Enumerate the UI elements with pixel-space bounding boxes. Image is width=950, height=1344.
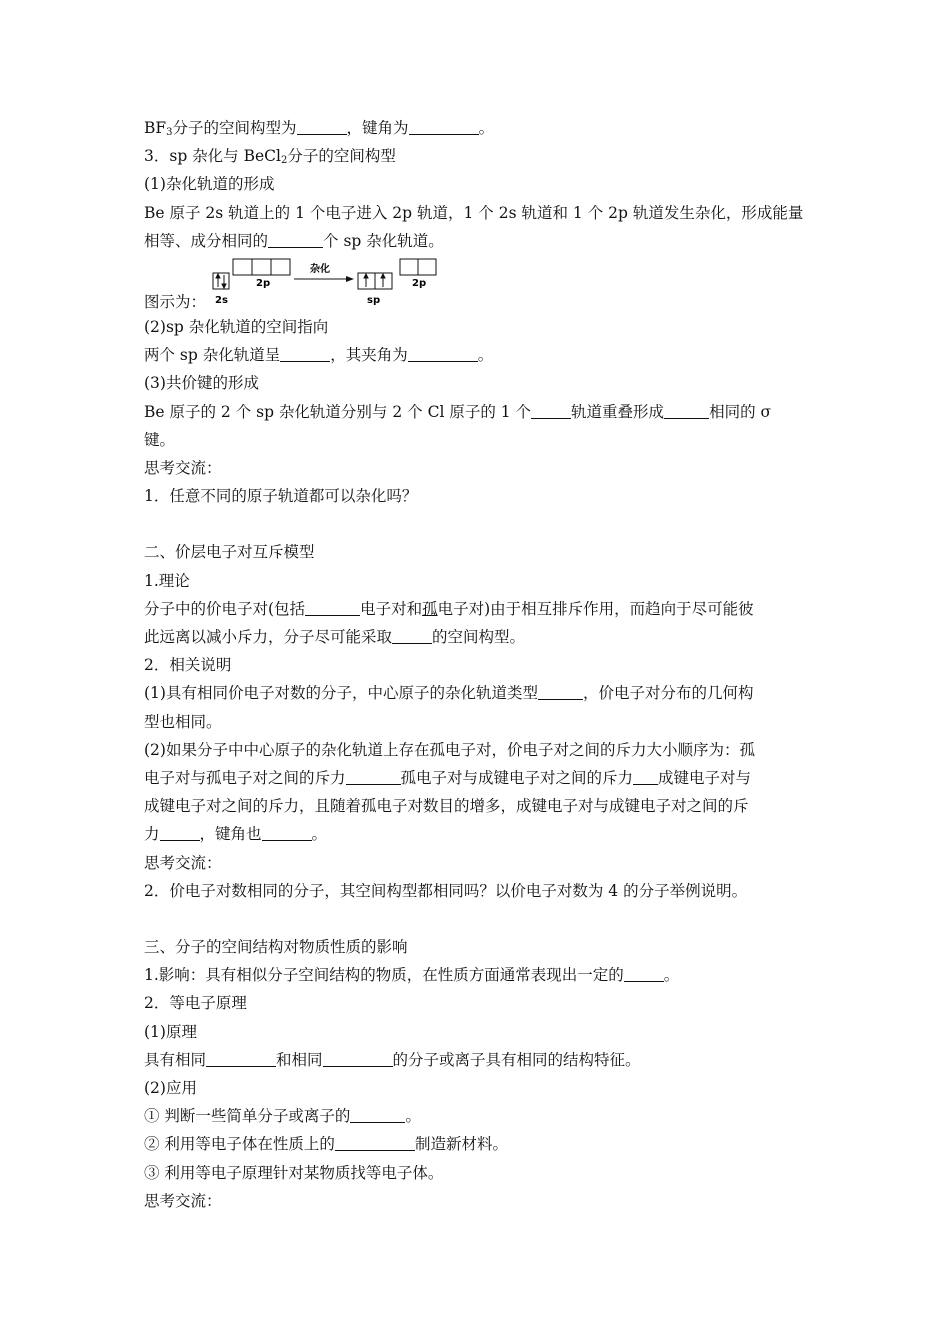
text-line: 力 ，键角也 。 [144,825,328,844]
fill-blank[interactable] [335,1134,415,1151]
text-line: 两个 sp 杂化轨道呈 ，其夹角为 。 [144,346,494,365]
text-line: Be 原子 2s 轨道上的 1 个电子进入 2p 轨道，1 个 2s 轨道和 1 个 2p 轨道发生杂化，形成能量 [144,203,804,222]
fill-blank[interactable] [280,345,330,362]
text-line: 电子对与孤电子对之间的斥力 孤电子对与成键电子对之间的斥力 成键电子对与 [144,768,752,787]
discussion-label: 思考交流： [144,458,222,477]
section-heading: 3．sp 杂化与 BeCl$_2$分子的空间构型 [144,147,396,167]
sp-hybridization-diagram [212,255,452,313]
fill-blank[interactable] [305,599,360,616]
text-line: 成键电子对之间的斥力，且随着孤电子对数目的增多，成键电子对与成键电子对之间的斥 [144,797,749,816]
subsection-heading: (2)sp 杂化轨道的空间指向 [144,317,329,336]
text-line: 分子中的价电子对(包括 电子对和孤电子对)由于相互排斥作用，而趋向于尽可能彼 [144,599,754,618]
arrow-label: 杂化 [310,263,330,275]
text-line: 相等、成分相同的 个 sp 杂化轨道。 [144,231,444,250]
text-line: ② 利用等电子体在性质上的 制造新材料。 [144,1135,508,1154]
discussion-label: 思考交流： [144,853,222,872]
text-line: $BF_3$分子的空间构型为 ，键角为 。 [144,119,495,138]
orbital-box-2p [271,259,290,275]
label-2s: 2s [215,294,228,306]
orbital-box-2p [400,259,418,275]
fill-blank[interactable] [350,1106,405,1123]
section-heading: 二、价层电子对互斥模型 [144,543,315,562]
text-line: 此远离以减小斥力，分子尽可能采取 的空间构型。 [144,628,526,646]
subsection-heading: (3)共价键的形成 [144,374,259,393]
label-2p-right: 2p [412,277,427,289]
orbital-box-2p [252,259,271,275]
fill-blank[interactable] [297,118,347,135]
subsection-heading: (1)杂化轨道的形成 [144,175,275,194]
fill-blank[interactable] [531,402,571,419]
fill-blank[interactable] [262,824,312,841]
fill-blank[interactable] [664,402,709,419]
fill-blank[interactable] [206,1050,276,1067]
text-line: ③ 利用等电子原理针对某物质找等电子体。 [144,1163,444,1182]
subsection-heading: 2．相关说明 [144,656,232,675]
document-page [144,114,814,1215]
text-line: 具有相同 和相同 的分子或离子具有相同的结构特征。 [144,1050,641,1069]
fill-blank[interactable] [409,118,479,135]
text-line: (2)如果分子中中心原子的杂化轨道上存在孤电子对，价电子对之间的斥力大小顺序为：孤 [144,740,755,759]
fill-blank[interactable] [346,768,401,785]
discussion-label: 思考交流： [144,1191,222,1210]
diagram-caption: 图示为： [144,292,207,311]
subsection-heading: 2．等电子原理 [144,994,247,1013]
fill-blank[interactable] [268,231,323,248]
text-line: 1.影响：具有相似分子空间结构的物质，在性质方面通常表现出一定的 。 [144,966,680,985]
subsection-heading: (1)原理 [144,1022,197,1041]
orbital-box-2s [213,273,229,289]
hybridization-diagram-row [144,255,814,313]
fill-blank[interactable] [160,824,200,841]
arrow-head-icon [346,276,354,282]
spacer [144,510,814,538]
orbital-box-2p [233,259,252,275]
label-sp: sp [367,294,381,306]
text-line: Be 原子的 2 个 sp 杂化轨道分别与 2 个 Cl 原子的 1 个 轨道重叠形成 相同的 σ [144,402,772,421]
text-line: 键。 [144,430,176,449]
subsection-heading: 1.理论 [144,571,190,590]
spacer [144,905,814,933]
orbital-box-2p [418,259,436,275]
text-line: ① 判断一些简单分子或离子的 。 [144,1107,421,1126]
fill-blank[interactable] [392,627,432,644]
fill-blank[interactable] [633,768,658,785]
fill-blank[interactable] [408,345,478,362]
fill-blank[interactable] [624,965,664,982]
text-line: (1)具有相同价电子对数的分子，中心原子的杂化轨道类型 ，价电子对分布的几何构 [144,684,754,703]
label-2p-left: 2p [256,277,271,289]
question-line: 1．任意不同的原子轨道都可以杂化吗？ [144,487,418,506]
section-heading: 三、分子的空间结构对物质性质的影响 [144,938,408,957]
subsection-heading: (2)应用 [144,1079,197,1097]
text-line: 型也相同。 [144,712,222,731]
question-line: 2．价电子对数相同的分子，其空间构型都相同吗？以价电子对数为 4 的分子举例说明。 [144,881,748,900]
fill-blank[interactable] [323,1050,393,1067]
fill-blank[interactable] [538,683,583,700]
